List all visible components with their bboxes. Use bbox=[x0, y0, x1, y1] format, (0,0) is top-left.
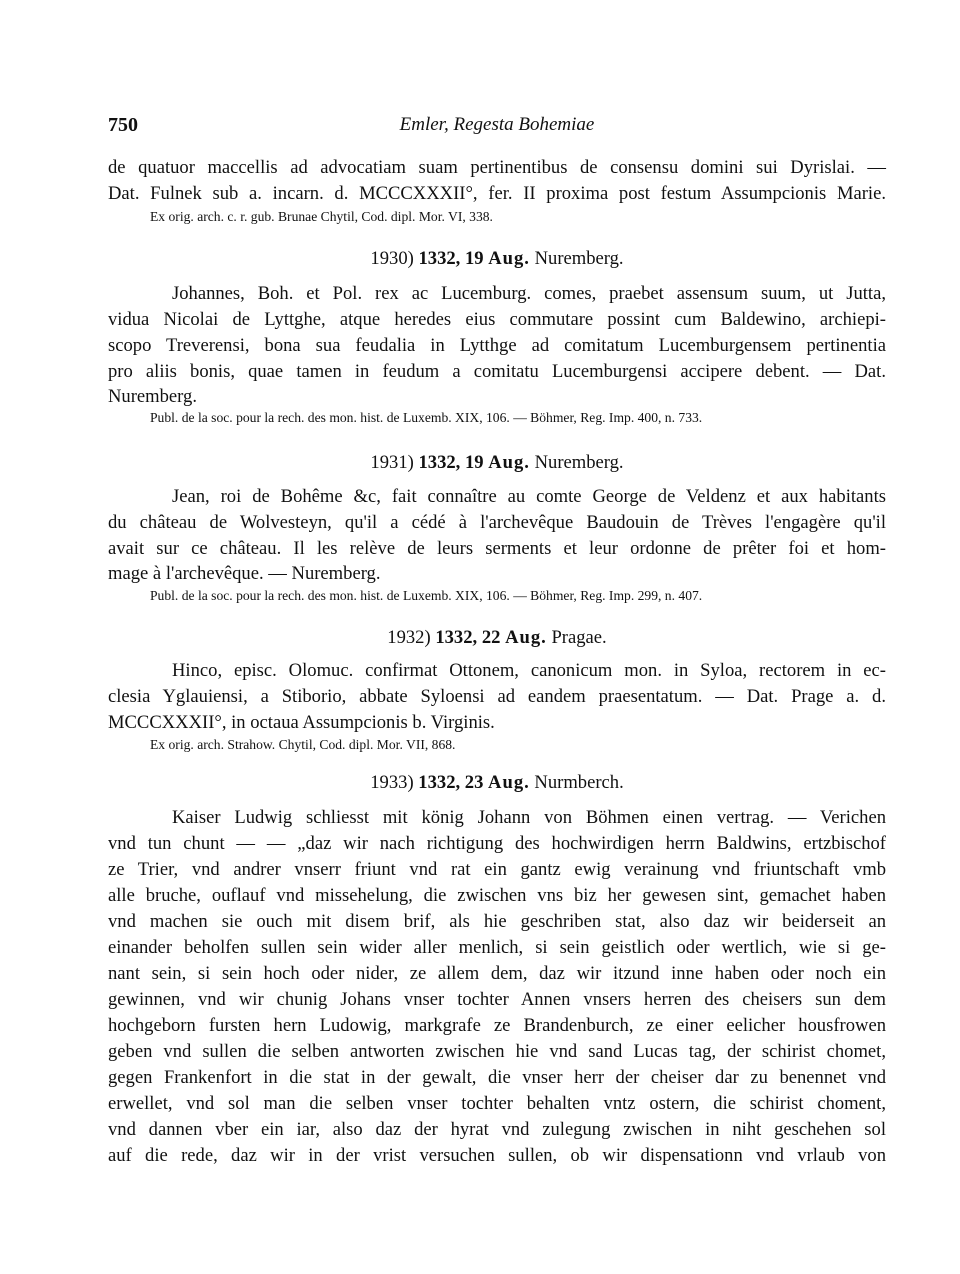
entry-year: 1332, bbox=[418, 248, 461, 269]
body-line: pro aliis bonis, quae tamen in feudum a comitatu Lucemburgensi accipere debent. — Dat. bbox=[108, 361, 886, 382]
entry-number: 1932) bbox=[387, 627, 431, 648]
entry-place: Pragae. bbox=[551, 627, 607, 648]
entry-day: 19 bbox=[464, 248, 484, 269]
body-line: nant sein, si sein hoch oder nider, ze allem dem, daz wir itzund inne haben oder noch ein bbox=[108, 963, 886, 984]
body-line: avait sur ce château. Il les relève de leurs serments et leur ordonne de prêter foi et hom- bbox=[108, 538, 886, 559]
body-line: gegen Frankenfort in die stat in der gewalt, die vnser herr der cheiser dar zu benennet vnd bbox=[108, 1067, 886, 1088]
body-line: MCCCXXXII°, in octaua Assumpcionis b. Virginis. bbox=[108, 712, 495, 733]
entry-month: Aug. bbox=[488, 248, 530, 269]
body-line: Nuremberg. bbox=[108, 386, 197, 407]
entry-number: 1930) bbox=[370, 248, 414, 269]
entry-day: 22 bbox=[481, 627, 501, 648]
entry-heading bbox=[108, 450, 886, 476]
body-line: Kaiser Ludwig schliesst mit könig Johann von Böhmen einen vertrag. — Verichen bbox=[172, 807, 886, 828]
entry-place: Nuremberg. bbox=[534, 248, 624, 269]
entry-month: Aug. bbox=[488, 772, 530, 793]
body-line: vnd dannen vber ein iar, also daz der hyrat vnd zulegung zwischen in niht geschehen sol bbox=[108, 1119, 886, 1140]
entry-place: Nurmberch. bbox=[534, 772, 624, 793]
body-line: hochgeborn fursten hern Ludowig, markgrafe ze Brandenburch, ze einer eelicher housfrowen bbox=[108, 1015, 886, 1036]
source-citation: Ex orig. arch. c. r. gub. Brunae Chytil, Cod. dipl. Mor. VI, 338. bbox=[150, 209, 493, 224]
entry-heading bbox=[108, 770, 886, 796]
entry-day: 23 bbox=[464, 772, 484, 793]
body-line: mage à l'archevêque. — Nuremberg. bbox=[108, 563, 381, 584]
entry-month: Aug. bbox=[505, 627, 547, 648]
entry-year: 1332, bbox=[418, 772, 461, 793]
entry-year: 1332, bbox=[435, 627, 478, 648]
source-citation: Publ. de la soc. pour la rech. des mon. hist. de Luxemb. XIX, 106. — Böhmer, Reg. Imp. 299, n. 407. bbox=[150, 588, 703, 603]
page-number: 750 bbox=[108, 114, 138, 136]
body-line: geben vnd sullen die selben antworten zwischen hie vnd sand Lucas tag, der schirist chomet, bbox=[108, 1041, 886, 1062]
entry-place: Nuremberg. bbox=[534, 452, 624, 473]
page-header bbox=[108, 114, 886, 142]
source-citation: Publ. de la soc. pour la rech. des mon. hist. de Luxemb. XIX, 106. — Böhmer, Reg. Imp. 400, n. 733. bbox=[150, 410, 703, 425]
body-line: vnd machen sie ouch mit disem brif, als hie geschriben stat, also daz wir beiderseit an bbox=[108, 911, 886, 932]
body-line: auf die rede, daz wir in der vrist versuchen sullen, ob wir dispensationn vnd vrlaub von bbox=[108, 1145, 886, 1166]
source-citation: Ex orig. arch. Strahow. Chytil, Cod. dipl. Mor. VII, 868. bbox=[150, 737, 456, 752]
body-line: Dat. Fulnek sub a. incarn. d. MCCCXXXII°, fer. II proxima post festum Assumpcionis Marie. bbox=[108, 183, 886, 204]
entry-heading bbox=[108, 246, 886, 272]
body-line: clesia Yglauiensi, a Stiborio, abbate Syloensi ad eandem praesentatum. — Dat. Prage a. d. bbox=[108, 686, 886, 707]
body-line: erwellet, vnd sol man die selben vnser tochter behalten vntz ostern, die schirist choment, bbox=[108, 1093, 886, 1114]
body-line: Jean, roi de Bohême &c, fait connaître au comte George de Veldenz et aux habitants bbox=[172, 486, 886, 507]
body-line: du château de Wolvesteyn, qu'il a cédé à l'archevêque Baudouin de Trèves l'engagère qu'il bbox=[108, 512, 886, 533]
entry-number: 1931) bbox=[370, 452, 414, 473]
body-line: ze Trier, vnd andrer vnserr friunt vnd rat ein gantz ewig verainung vnd friuntschaft vmb bbox=[108, 859, 886, 880]
body-line: alle bruche, ouflauf vnd missehelung, die zwischen vns biz her gewesen sint, gemachet haben bbox=[108, 885, 886, 906]
body-line: Hinco, episc. Olomuc. confirmat Ottonem, canonicum mon. in Syloa, rectorem in ec- bbox=[172, 660, 886, 681]
body-line: gewinnen, vnd wir chunig Johans vnser tochter Annen vnsers herren des cheisers sun dem bbox=[108, 989, 886, 1010]
body-line: einander beholfen sullen sein wider aller menlich, si sein geistlich oder wertlich, wie si ge- bbox=[108, 937, 886, 958]
entry-month: Aug. bbox=[488, 452, 530, 473]
entry-day: 19 bbox=[464, 452, 484, 473]
body-line: Johannes, Boh. et Pol. rex ac Lucemburg. comes, praebet assensum suum, ut Jutta, bbox=[172, 283, 886, 304]
body-line: vnd tun chunt — — „daz wir nach richtigung des hochwirdigen herrn Baldwins, ertzbischof bbox=[108, 833, 886, 854]
body-line: vidua Nicolai de Lyttghe, atque heredes eius commutare possint cum Baldewino, archiepi- bbox=[108, 309, 886, 330]
running-title: Emler, Regesta Bohemiae bbox=[399, 114, 595, 135]
entry-year: 1332, bbox=[418, 452, 461, 473]
body-line: scopo Treverensi, bona sua feudalia in Lytthge ad comitatum Lucemburgensem pertinentia bbox=[108, 335, 886, 356]
entry-heading bbox=[108, 625, 886, 651]
body-line: de quatuor maccellis ad advocatiam suam pertinentibus de consensu domini sui Dyrislai. — bbox=[108, 157, 886, 178]
entry-number: 1933) bbox=[370, 772, 414, 793]
